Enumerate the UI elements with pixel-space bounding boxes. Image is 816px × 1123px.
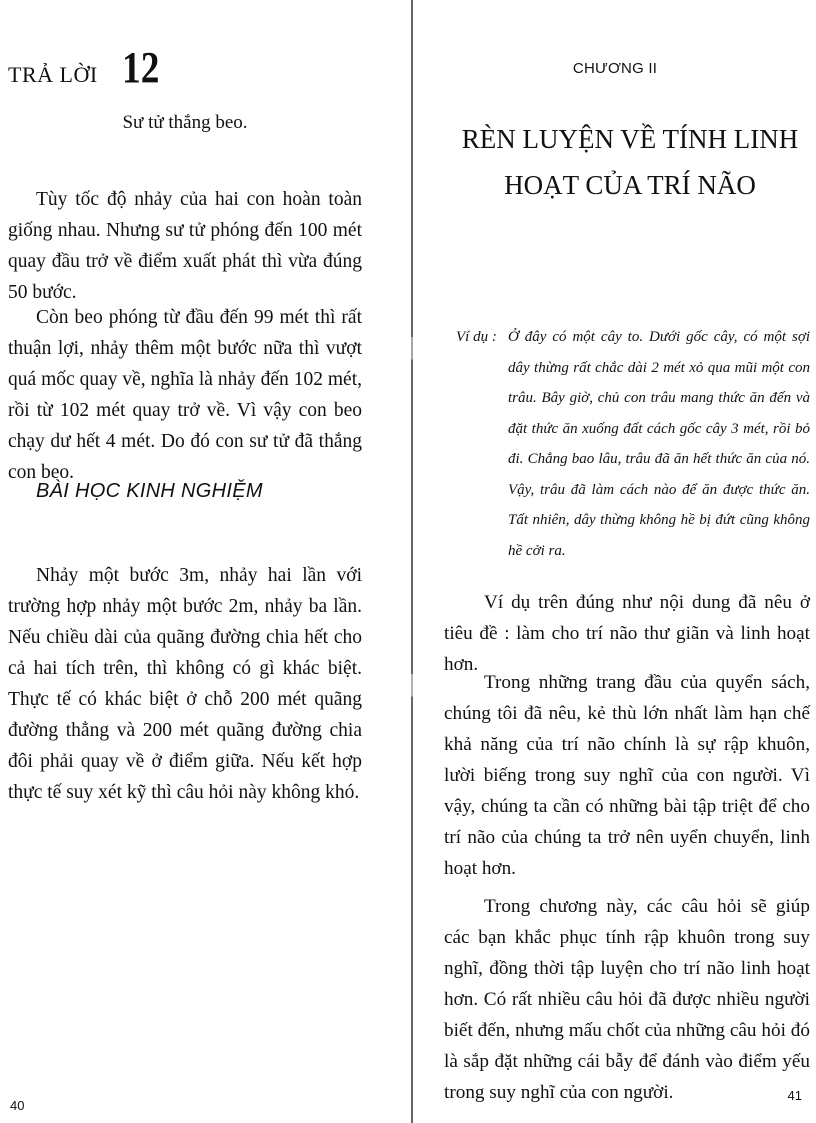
paragraph: Nhảy một bước 3m, nhảy hai lần với trường hợp nhảy một bước 2m, nhảy ba lần. Nếu chiều dài của quãng đường chia hết cho cả hai tích trên, thì không có gì khác biệt. Thực tế có khác biệt ở chỗ 200 mét quãng đường thẳng và 200 mét quãng đường chia đôi phải quay về ở điểm giữa. Nếu kết hợp thực tế suy xét kỹ thì câu hỏi này không khó.	[8, 564, 362, 803]
paragraph: Còn beo phóng từ đầu đến 99 mét thì rất thuận lợi, nhảy thêm một bước nữa thì vượt quá mốc quay về, nghĩa là nhảy đến 102 mét, rồi từ 102 mét quay trở về. Vì vậy con beo chạy dư hết 4 mét. Do đó con sư tử đã thắng con beo.	[8, 306, 362, 483]
page-number: 40	[10, 1098, 25, 1113]
book-gutter	[411, 0, 413, 1123]
paragraph: Trong chương này, các câu hỏi sẽ giúp các bạn khắc phục tính rập khuôn trong suy nghĩ, đồng thời tập luyện cho trí não linh hoạt hơn. Có rất nhiều câu hỏi đã được nhiều người biết đến, nhưng mấu chốt của những câu hỏi đó là sắp đặt những cái bẫy để đánh vào điểm yếu trong suy nghĩ của con người.	[444, 896, 810, 1104]
answer-text: Sư tử thắng beo.	[122, 112, 248, 133]
chapter-label: CHƯƠNG II	[572, 60, 658, 77]
paragraph: Trong những trang đầu của quyển sách, chúng tôi đã nêu, kẻ thù lớn nhất làm hạn chế khả năng của trí não chính là sự rập khuôn, lười biếng trong suy nghĩ của con người. Vì vậy, chúng ta cần có những bài tập triệt để cho trí não của chúng ta trở nên uyển chuyển, linh hoạt hơn.	[444, 672, 810, 880]
answer-label: TRẢ LỜI	[8, 62, 98, 87]
right-page	[414, 0, 816, 1123]
page-number: 41	[787, 1088, 802, 1103]
chapter-title: RÈN LUYỆN VỀ TÍNH LINH HOẠT CỦA TRÍ NÃO	[461, 124, 799, 200]
example-label: Ví dụ :	[456, 329, 497, 345]
paragraph: Ví dụ trên đúng như nội dung đã nêu ở tiêu đề : làm cho trí não thư giãn và linh hoạt hơn.	[444, 592, 810, 676]
answer-number: 12	[122, 43, 160, 92]
example-text: Ở đây có một cây to. Dưới gốc cây, có một sợi dây thừng rất chắc dài 2 mét xỏ qua mũi một con trâu. Bây giờ, chủ con trâu mang thức ăn đến và đặt thức ăn xuống đất cách gốc cây 3 mét, rồi bỏ đi. Chẳng bao lâu, trâu đã ăn hết thức ăn của nó. Vậy, trâu đã làm cách nào để ăn được thức ăn. Tất nhiên, dây thừng không hề bị đứt cũng không hề cởi ra.	[508, 329, 810, 559]
paragraph: Tùy tốc độ nhảy của hai con hoàn toàn giống nhau. Nhưng sư tử phóng đến 100 mét quay đầu trở về điểm xuất phát thì vừa đúng 50 bước.	[8, 188, 362, 303]
lesson-heading: BÀI HỌC KINH NGHIỆM	[36, 480, 263, 502]
